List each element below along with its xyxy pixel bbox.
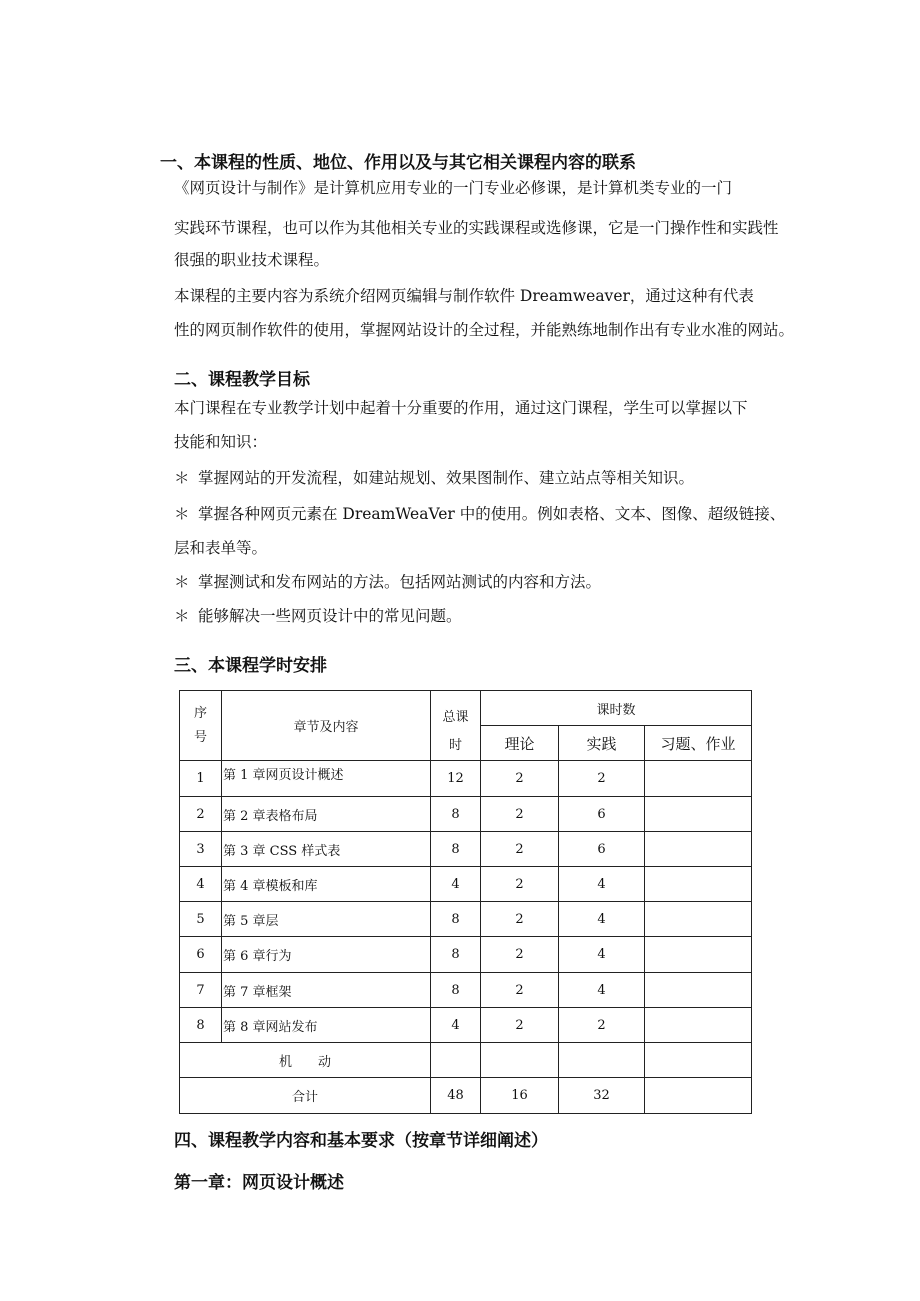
cell-seq: 4 (180, 867, 222, 902)
cell-chapter: 第 6 章行为 (222, 937, 431, 973)
cell-practice: 2 (559, 761, 645, 797)
cell-exercise (645, 973, 752, 1008)
cell-seq: 1 (180, 761, 222, 797)
cell-practice: 32 (559, 1078, 645, 1114)
header-chapter: 章节及内容 (222, 691, 431, 761)
header-seq: 序 号 (180, 691, 222, 761)
cell-exercise (645, 832, 752, 867)
cell-theory (481, 1043, 559, 1078)
cell-total (431, 1043, 481, 1078)
section1-para1-line1: 《网页设计与制作》是计算机应用专业的一门专业必修课，是计算机类专业的一门 (174, 179, 733, 197)
cell-practice: 4 (559, 973, 645, 1008)
bullet-item: 掌握网站的开发流程，如建站规划、效果图制作、建立站点等相关知识。 (198, 469, 695, 487)
section2-intro-line1: 本门课程在专业教学计划中起着十分重要的作用，通过这门课程，学生可以掌握以下 (174, 399, 748, 417)
cell-exercise (645, 797, 752, 832)
table-row (180, 902, 752, 937)
schedule-table (179, 690, 752, 1114)
section1-para2-line2: 性的网页制作软件的使用，掌握网站设计的全过程，并能熟练地制作出有专业水准的网站。 (174, 321, 795, 339)
table-header-row (180, 691, 752, 726)
bullet-marker: ＊ (174, 573, 190, 591)
section3-heading: 三、本课程学时安排 (174, 656, 327, 676)
cell-total: 48 (431, 1078, 481, 1114)
cell-total: 8 (431, 902, 481, 937)
section1-heading: 一、本课程的性质、地位、作用以及与其它相关课程内容的联系 (160, 153, 636, 173)
cell-seq: 7 (180, 973, 222, 1008)
cell-chapter: 第 7 章框架 (222, 973, 431, 1008)
header-exercise: 习题、作业 (645, 726, 752, 761)
table-row (180, 867, 752, 902)
bullet-item: 能够解决一些网页设计中的常见问题。 (198, 607, 462, 625)
header-hours: 课时数 (481, 691, 752, 726)
cell-total: 12 (431, 761, 481, 797)
cell-practice: 4 (559, 902, 645, 937)
cell-practice (559, 1043, 645, 1078)
cell-seq: 8 (180, 1008, 222, 1043)
cell-theory: 2 (481, 937, 559, 973)
section2-intro-line2: 技能和知识： (174, 433, 268, 451)
table-flex-row (180, 1043, 752, 1078)
bullet-marker: ＊ (174, 469, 190, 487)
section1-para1-line2: 实践环节课程，也可以作为其他相关专业的实践课程或选修课，它是一门操作性和实践性 (174, 219, 779, 237)
cell-exercise (645, 902, 752, 937)
cell-seq: 3 (180, 832, 222, 867)
cell-total: 4 (431, 867, 481, 902)
cell-total: 8 (431, 797, 481, 832)
cell-practice: 2 (559, 1008, 645, 1043)
cell-theory: 2 (481, 973, 559, 1008)
cell-theory: 2 (481, 867, 559, 902)
cell-practice: 6 (559, 797, 645, 832)
bullet-item-continuation: 层和表单等。 (174, 539, 268, 557)
cell-total: 8 (431, 937, 481, 973)
cell-seq: 5 (180, 902, 222, 937)
header-total-hours: 总课 时 (431, 691, 481, 761)
cell-total: 8 (431, 832, 481, 867)
table-row (180, 761, 752, 797)
bullet-item: 掌握测试和发布网站的方法。包括网站测试的内容和方法。 (198, 573, 602, 591)
cell-theory: 16 (481, 1078, 559, 1114)
cell-theory: 2 (481, 832, 559, 867)
cell-seq: 2 (180, 797, 222, 832)
cell-chapter: 第 3 章 CSS 样式表 (222, 832, 431, 867)
cell-exercise (645, 1008, 752, 1043)
cell-total-label: 合计 (180, 1078, 431, 1114)
cell-theory: 2 (481, 761, 559, 797)
cell-seq: 6 (180, 937, 222, 973)
cell-chapter: 第 2 章表格布局 (222, 797, 431, 832)
cell-exercise (645, 937, 752, 973)
bullet-marker: ＊ (174, 607, 190, 625)
table-row (180, 832, 752, 867)
cell-exercise (645, 1043, 752, 1078)
section1-para2-line1: 本课程的主要内容为系统介绍网页编辑与制作软件 Dreamweaver，通过这种有代表 (174, 287, 754, 305)
section1-para1-line3: 很强的职业技术课程。 (174, 251, 330, 269)
table-row (180, 937, 752, 973)
chapter1-heading: 第一章：网页设计概述 (174, 1173, 344, 1193)
table-total-row (180, 1078, 752, 1114)
cell-total: 4 (431, 1008, 481, 1043)
cell-flex-label: 机 动 (180, 1043, 431, 1078)
bullet-item: 掌握各种网页元素在 DreamWeaVer 中的使用。例如表格、文本、图像、超级链接、 (198, 505, 786, 523)
cell-theory: 2 (481, 797, 559, 832)
cell-chapter: 第 8 章网站发布 (222, 1008, 431, 1043)
cell-practice: 4 (559, 867, 645, 902)
cell-theory: 2 (481, 902, 559, 937)
cell-theory: 2 (481, 1008, 559, 1043)
cell-chapter: 第 1 章网页设计概述 (222, 761, 431, 797)
table-row (180, 1008, 752, 1043)
header-practice: 实践 (559, 726, 645, 761)
cell-chapter: 第 4 章模板和库 (222, 867, 431, 902)
section4-heading: 四、课程教学内容和基本要求（按章节详细阐述） (174, 1131, 548, 1151)
section2-heading: 二、课程教学目标 (174, 370, 310, 390)
cell-exercise (645, 1078, 752, 1114)
table-row (180, 973, 752, 1008)
cell-exercise (645, 867, 752, 902)
bullet-marker: ＊ (174, 505, 190, 523)
cell-practice: 6 (559, 832, 645, 867)
cell-practice: 4 (559, 937, 645, 973)
header-theory: 理论 (481, 726, 559, 761)
cell-total: 8 (431, 973, 481, 1008)
cell-chapter: 第 5 章层 (222, 902, 431, 937)
table-row (180, 797, 752, 832)
cell-exercise (645, 761, 752, 797)
